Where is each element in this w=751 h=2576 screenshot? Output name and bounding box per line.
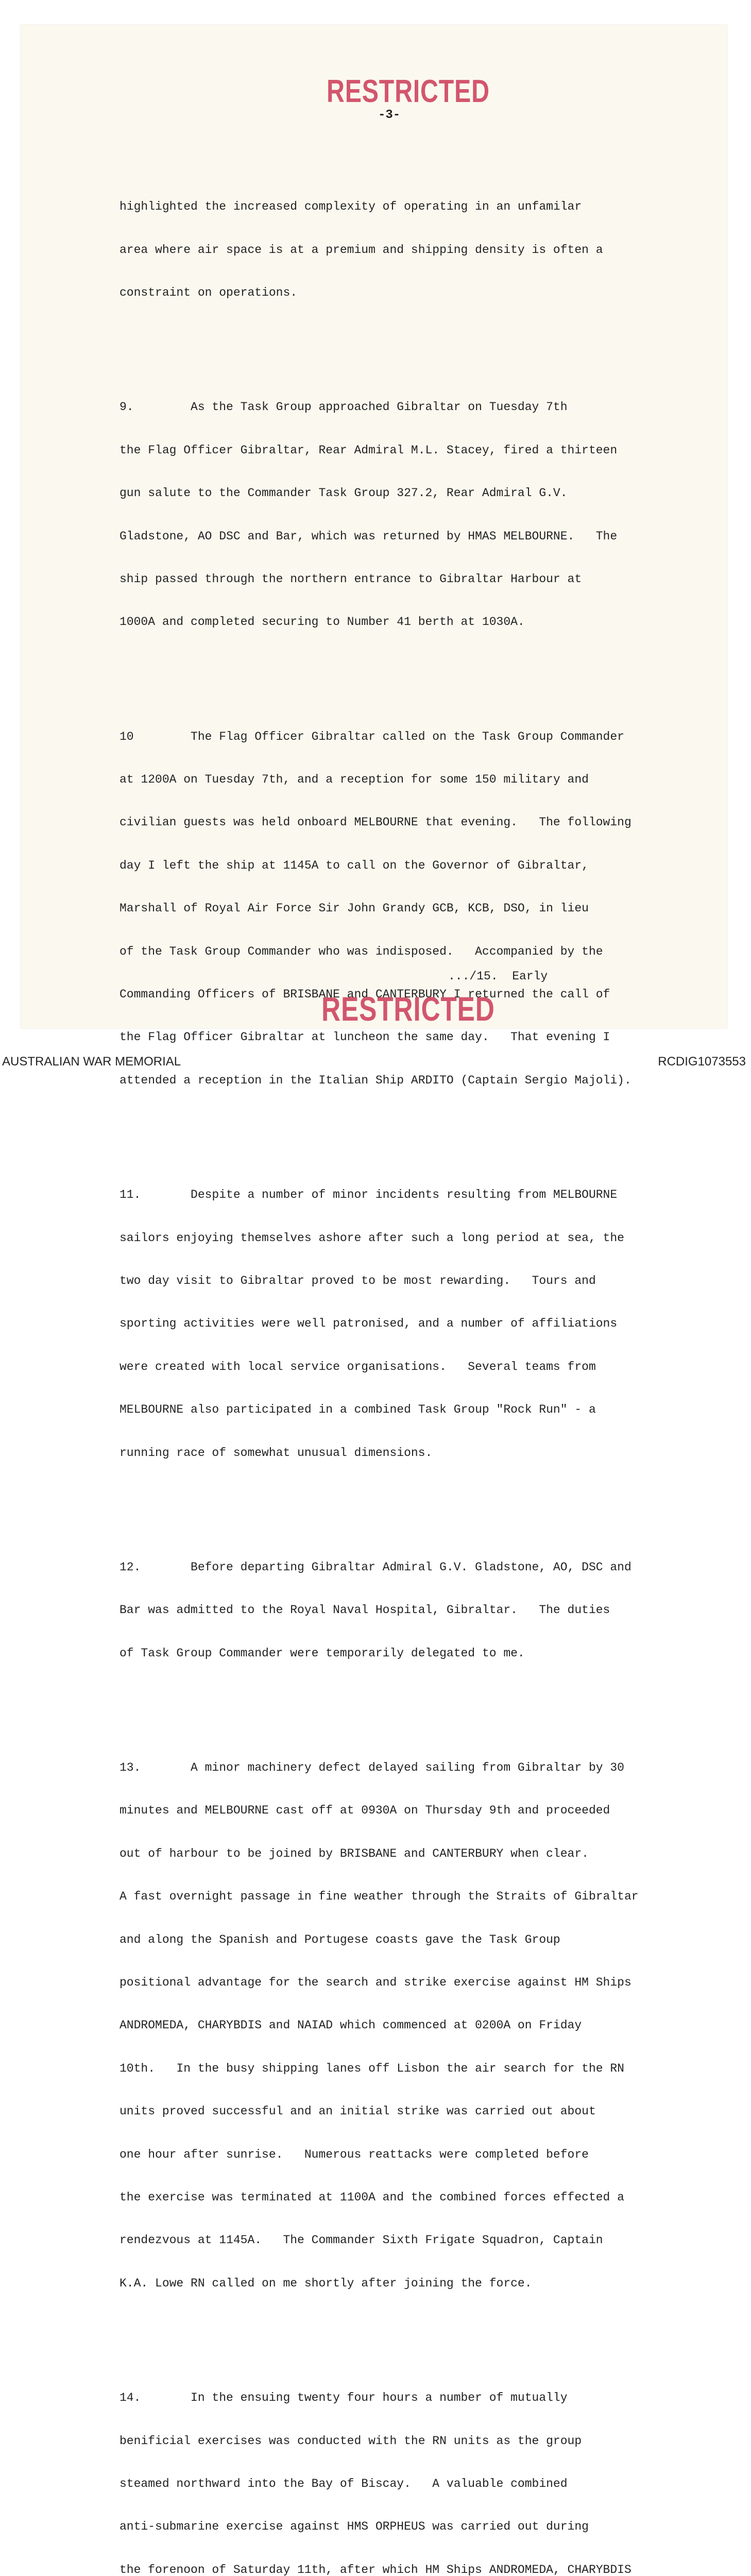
document-body — [120, 143, 655, 2576]
text-line: attended a reception in the Italian Ship ARDITO (Captain Sergio Majoli). — [120, 1073, 631, 1087]
text-line: 12. Before departing Gibraltar Admiral G.V. Gladstone, AO, DSC and — [120, 1560, 631, 1574]
archive-id: RCDIG1073553 — [658, 1055, 746, 1069]
text-line: ship passed through the northern entrance to Gibraltar Harbour at — [120, 572, 582, 586]
text-line: ANDROMEDA, CHARYBDIS and NAIAD which commenced at 0200A on Friday — [120, 2019, 582, 2032]
text-line: 11. Despite a number of minor incidents resulting from MELBOURNE — [120, 1188, 618, 1202]
text-line: MELBOURNE also participated in a combined Task Group "Rock Run" - a — [120, 1403, 596, 1417]
text-line: units proved successful and an initial strike was carried out about — [120, 2105, 596, 2119]
text-line: steamed northward into the Bay of Biscay. A valuable combined — [120, 2477, 568, 2490]
text-line: area where air space is at a premium and shipping density is often a — [120, 243, 603, 257]
text-line: A fast overnight passage in fine weather through the Straits of Gibraltar — [120, 1890, 639, 1904]
text-line: running race of somewhat unusual dimensions. — [120, 1446, 433, 1460]
paragraph-9 — [120, 372, 655, 658]
text-line: two day visit to Gibraltar proved to be most rewarding. Tours and — [120, 1274, 596, 1287]
text-line: civilian guests was held onboard MELBOURNE that evening. The following — [120, 816, 631, 829]
text-line: the forenoon of Saturday 11th, after which HM Ships ANDROMEDA, CHARYBDIS — [120, 2563, 631, 2576]
text-line: highlighted the increased complexity of operating in an unfamilar — [120, 200, 582, 214]
page-number: -3- — [378, 108, 401, 122]
paragraph-10 — [120, 701, 655, 1116]
text-line: day I left the ship at 1145A to call on the Governor of Gibraltar, — [120, 858, 589, 872]
paragraph-continuation — [120, 172, 655, 329]
text-line: 10 The Flag Officer Gibraltar called on the Task Group Commander — [120, 730, 624, 743]
text-line: rendezvous at 1145A. The Commander Sixth Frigate Squadron, Captain — [120, 2233, 603, 2247]
text-line: Marshall of Royal Air Force Sir John Grandy GCB, KCB, DSO, in lieu — [120, 902, 589, 916]
paragraph-13 — [120, 1732, 655, 2319]
text-line: out of harbour to be joined by BRISBANE and CANTERBURY when clear. — [120, 1846, 589, 1860]
text-line: 10th. In the busy shipping lanes off Lisbon the air search for the RN — [120, 2061, 624, 2075]
paragraph-12 — [120, 1532, 655, 1689]
text-line: one hour after sunrise. Numerous reattacks were completed before — [120, 2147, 589, 2161]
text-line: and along the Spanish and Portugese coasts gave the Task Group — [120, 1933, 560, 1946]
text-line: minutes and MELBOURNE cast off at 0930A on Thursday 9th and proceeded — [120, 1804, 610, 1818]
text-line: were created with local service organisations. Several teams from — [120, 1360, 596, 1374]
text-line: Gladstone, AO DSC and Bar, which was returned by HMAS MELBOURNE. The — [120, 529, 618, 543]
text-line: sporting activities were well patronised, and a number of affiliations — [120, 1317, 618, 1331]
continuation-marker: .../15. Early — [448, 970, 548, 983]
text-line: gun salute to the Commander Task Group 327.2, Rear Admiral G.V. — [120, 486, 568, 500]
archive-caption: AUSTRALIAN WAR MEMORIAL — [2, 1055, 181, 1069]
text-line: 9. As the Task Group approached Gibraltar on Tuesday 7th — [120, 400, 568, 414]
text-line: positional advantage for the search and strike exercise against HM Ships — [120, 1976, 631, 1989]
text-line: 1000A and completed securing to Number 41 berth at 1030A. — [120, 615, 525, 629]
text-line: at 1200A on Tuesday 7th, and a reception for some 150 military and — [120, 773, 589, 787]
text-line: constraint on operations. — [120, 285, 298, 299]
text-line: benificial exercises was conducted with the RN units as the group — [120, 2434, 582, 2448]
restricted-stamp-bottom: RESTRICTED — [321, 990, 495, 1028]
text-line: Commanding Officers of BRISBANE and CANTERBURY I returned the call of — [120, 988, 610, 1002]
paragraph-11 — [120, 1160, 655, 1489]
paragraph-14 — [120, 2363, 655, 2576]
text-line: 14. In the ensuing twenty four hours a number of mutually — [120, 2391, 568, 2405]
restricted-stamp-top: RESTRICTED — [327, 74, 490, 109]
text-line: anti-submarine exercise against HMS ORPHEUS was carried out during — [120, 2520, 589, 2534]
text-line: K.A. Lowe RN called on me shortly after joining the force. — [120, 2276, 532, 2290]
text-line: of the Task Group Commander who was indisposed. Accompanied by the — [120, 944, 603, 958]
text-line: 13. A minor machinery defect delayed sailing from Gibraltar by 30 — [120, 1761, 624, 1775]
text-line: the exercise was terminated at 1100A and the combined forces effected a — [120, 2190, 624, 2204]
text-line: sailors enjoying themselves ashore after such a long period at sea, the — [120, 1231, 624, 1245]
text-line: Bar was admitted to the Royal Naval Hospital, Gibraltar. The duties — [120, 1603, 610, 1617]
text-line: the Flag Officer Gibraltar, Rear Admiral M.L. Stacey, fired a thirteen — [120, 443, 618, 457]
text-line: the Flag Officer Gibraltar at luncheon the same day. That evening I — [120, 1030, 610, 1044]
text-line: of Task Group Commander were temporarily delegated to me. — [120, 1646, 525, 1660]
